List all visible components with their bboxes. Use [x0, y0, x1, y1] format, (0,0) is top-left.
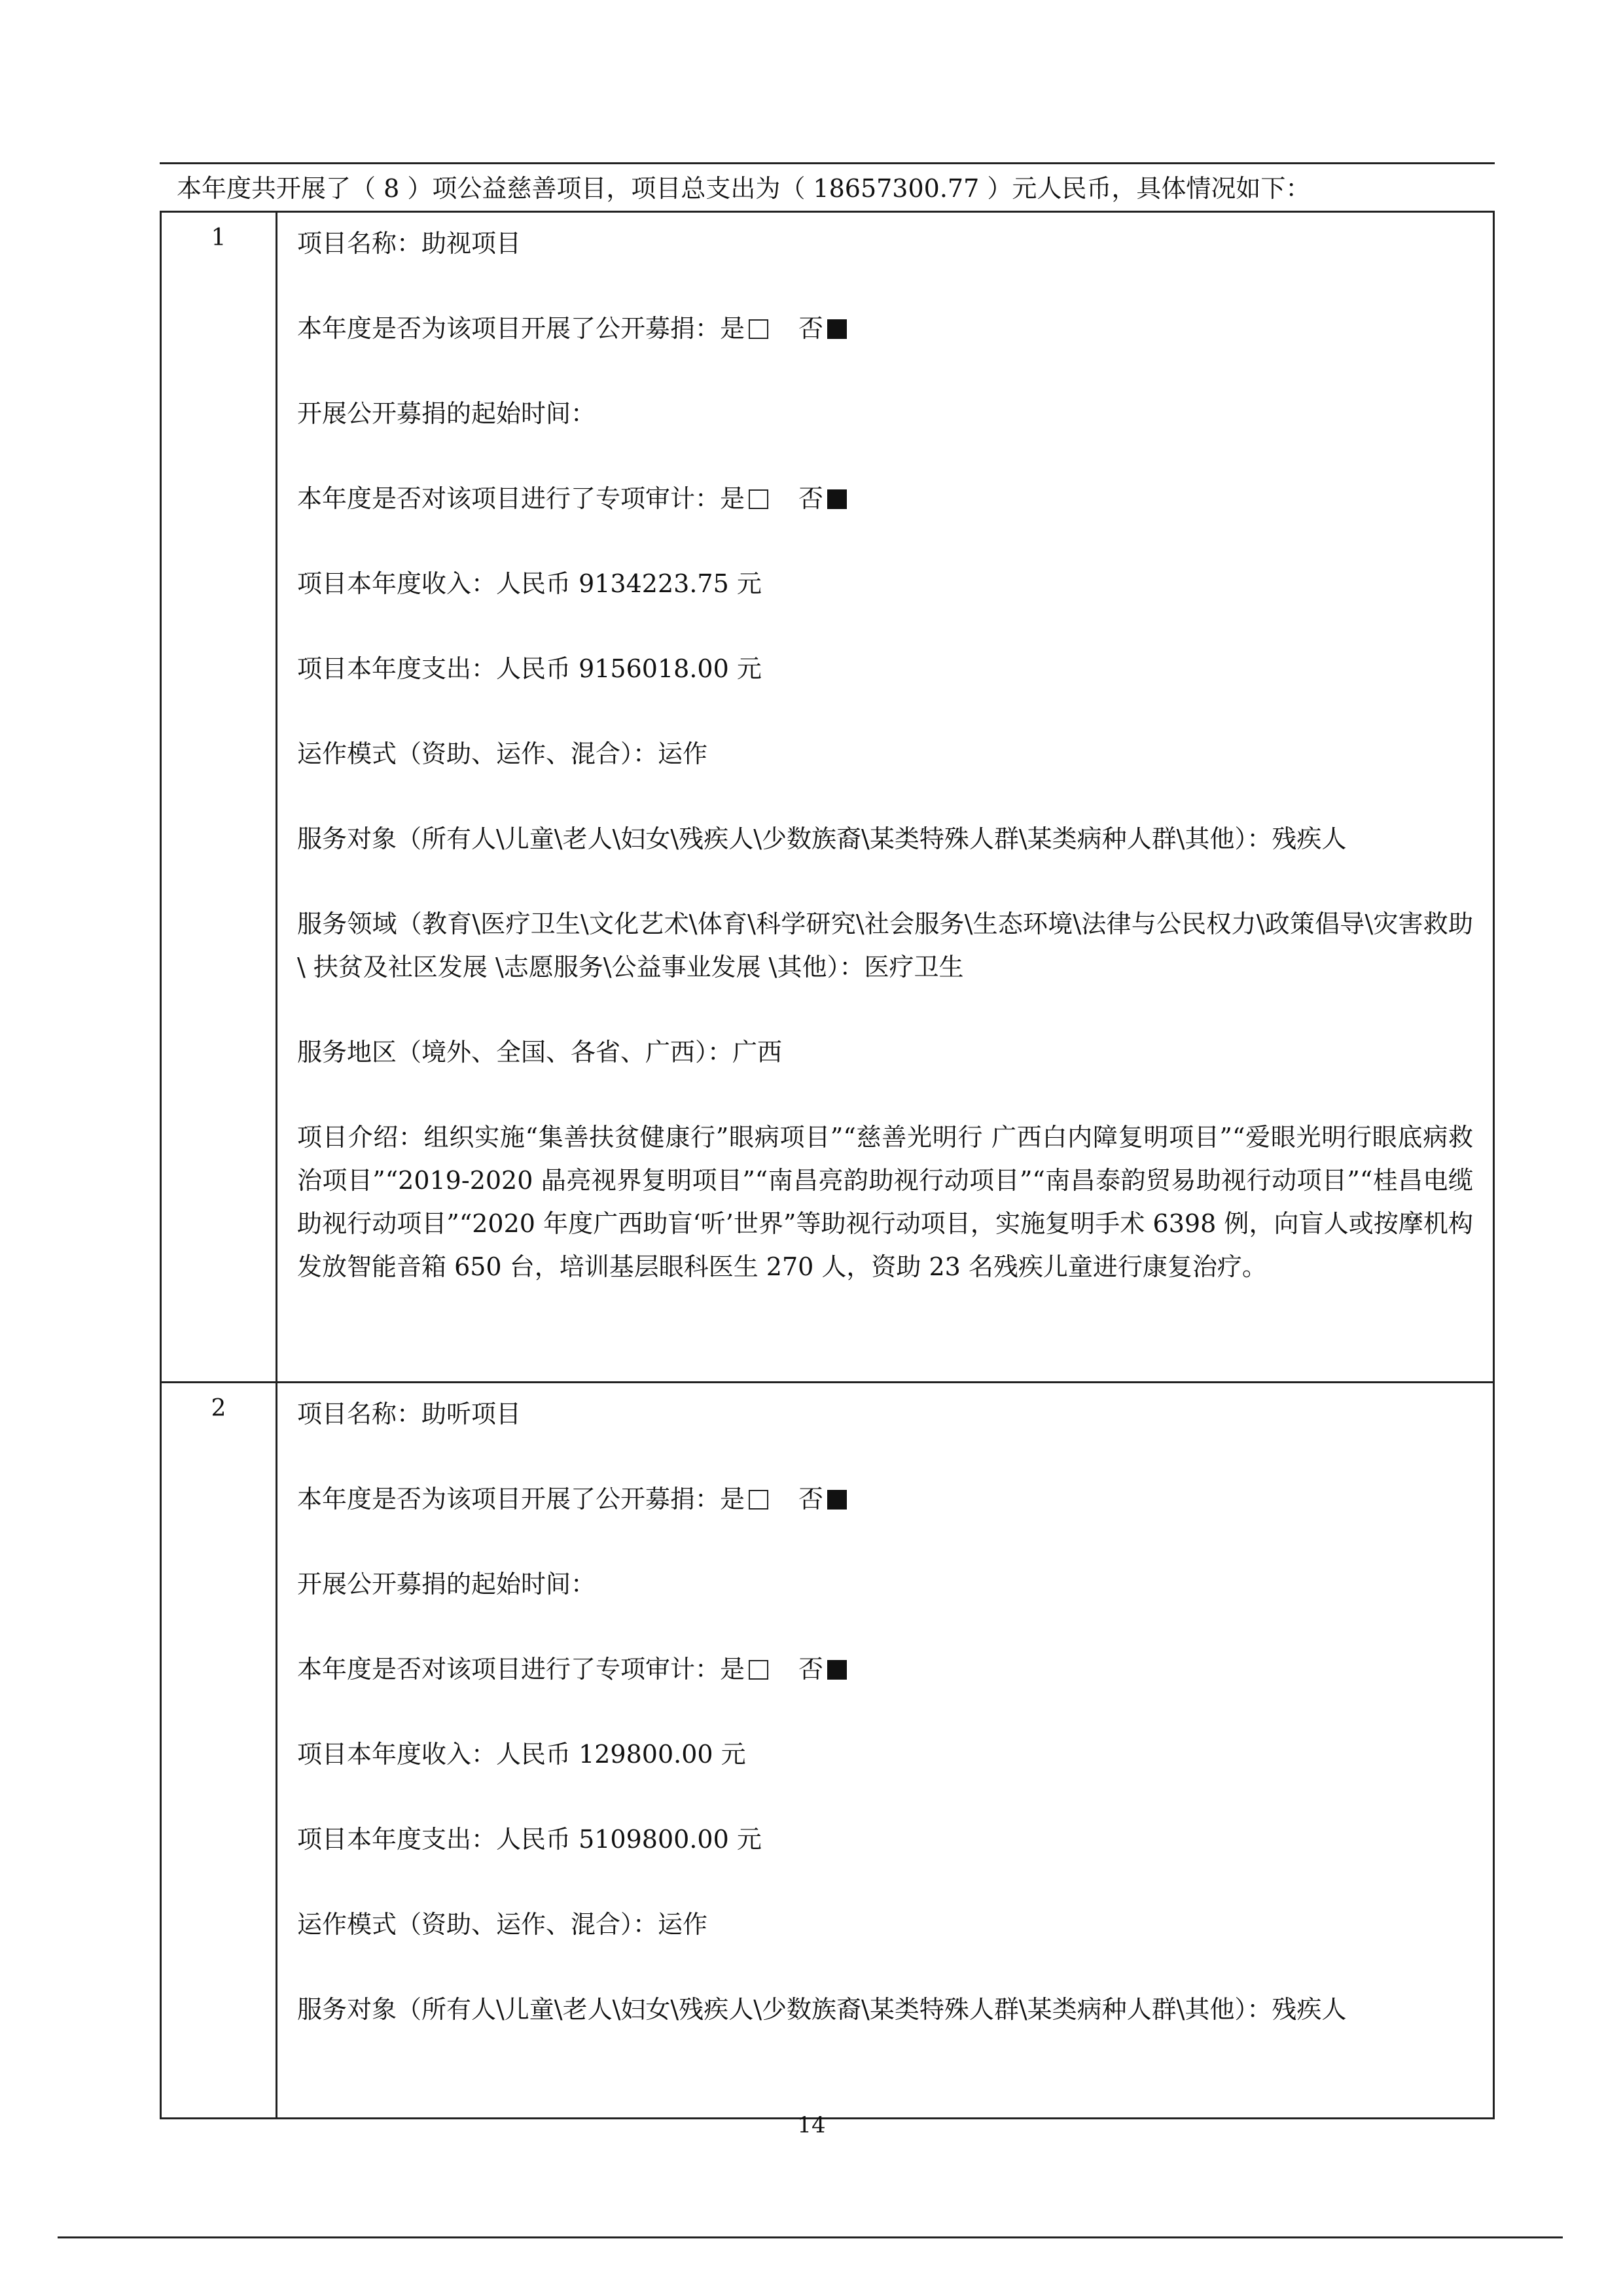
project-details: [277, 212, 1494, 1383]
no-checkbox-checked: [827, 319, 847, 339]
yes-checkbox: [749, 319, 768, 339]
page-number: 14: [797, 2112, 826, 2138]
project-row: [161, 212, 1494, 1383]
operation-mode: 运作模式（资助、运作、混合）：运作: [297, 1910, 708, 1939]
fundraising-start-time: 开展公开募捐的起始时间：: [297, 1570, 596, 1598]
no-label: 否: [798, 1485, 824, 1513]
project-row: [161, 1383, 1494, 2119]
no-checkbox-checked: [827, 489, 847, 509]
no-checkbox-checked: [827, 1660, 847, 1680]
project-income: 项目本年度收入：人民币 129800.00 元: [297, 1740, 746, 1769]
projects-table: [160, 211, 1495, 2119]
service-field: 服务领域（教育\医疗卫生\文化艺术\体育\科学研究\社会服务\生态环境\法律与公民权力\政策倡导\灾害救助\ 扶贫及社区发展 \志愿服务\公益事业发展 \其他）：医疗卫生: [297, 910, 1473, 981]
yes-checkbox: [749, 489, 768, 509]
yes-checkbox: [749, 1490, 768, 1510]
audit-label: 本年度是否对该项目进行了专项审计：是: [297, 484, 745, 513]
project-number: 1: [161, 212, 277, 1383]
operation-mode: 运作模式（资助、运作、混合）：运作: [297, 739, 708, 768]
project-details: [277, 1383, 1494, 2119]
fundraising-label: 本年度是否为该项目开展了公开募捐：是: [297, 1485, 745, 1513]
yes-checkbox: [749, 1660, 768, 1680]
project-income: 项目本年度收入：人民币 9134223.75 元: [297, 569, 762, 598]
no-label: 否: [798, 1655, 824, 1684]
project-expense: 项目本年度支出：人民币 9156018.00 元: [297, 654, 762, 683]
service-region: 服务地区（境外、全国、各省、广西）：广西: [297, 1038, 783, 1067]
project-number: 2: [161, 1383, 277, 2119]
top-rule: [160, 162, 1495, 164]
fundraising-label: 本年度是否为该项目开展了公开募捐：是: [297, 314, 745, 343]
bottom-rule: [58, 2236, 1563, 2238]
audit-question: [297, 477, 1473, 520]
project-name: 项目名称：助听项目: [297, 1400, 522, 1428]
no-checkbox-checked: [827, 1490, 847, 1510]
project-intro: 项目介绍：组织实施“集善扶贫健康行”眼病项目”“慈善光明行 广西白内障复明项目”“爱眼光明行眼底病救治项目”“2019-2020 晶亮视界复明项目”“南昌亮韵助视行动项目”“南昌泰韵贸易助视行动项目”“桂昌电缆助视行动项目”“2020 年度广西助盲‘听’世界”等助视行动项目，实施复明手术 6398 例，向盲人或按摩机构发放智能音箱 650 台，培训基层眼科医生 270 人，资助 23 名残疾儿童进行康复治疗。: [297, 1123, 1473, 1281]
project-expense: 项目本年度支出：人民币 5109800.00 元: [297, 1825, 762, 1854]
project-name: 项目名称：助视项目: [297, 229, 522, 258]
audit-question: [297, 1648, 1473, 1691]
fundraising-question: [297, 307, 1473, 350]
fundraising-question: [297, 1477, 1473, 1521]
audit-label: 本年度是否对该项目进行了专项审计：是: [297, 1655, 745, 1684]
fundraising-start-time: 开展公开募捐的起始时间：: [297, 399, 596, 428]
no-label: 否: [798, 314, 824, 343]
service-target: 服务对象（所有人\儿童\老人\妇女\残疾人\少数族裔\某类特殊人群\某类病种人群\其他）：残疾人: [297, 824, 1347, 853]
summary-line: 本年度共开展了（ 8 ）项公益慈善项目，项目总支出为（ 18657300.77 ）元人民币，具体情况如下：: [177, 174, 1311, 203]
service-target: 服务对象（所有人\儿童\老人\妇女\残疾人\少数族裔\某类特殊人群\某类病种人群\其他）：残疾人: [297, 1995, 1347, 2024]
no-label: 否: [798, 484, 824, 513]
